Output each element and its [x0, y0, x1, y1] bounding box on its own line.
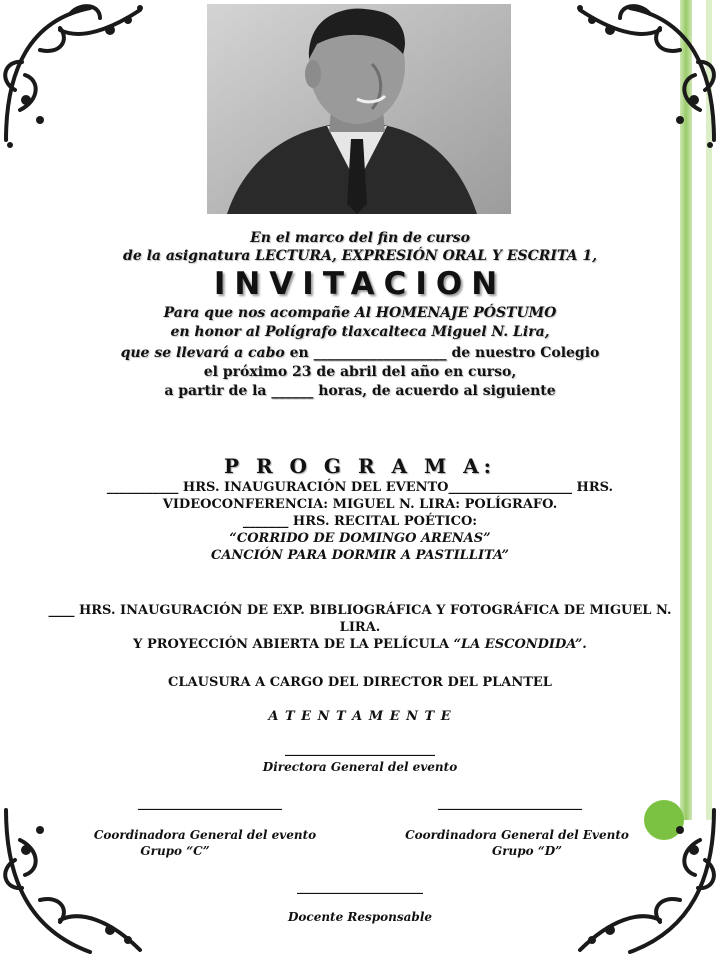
body-line-3-italic: que se llevará a cabo	[120, 345, 290, 361]
program-item-film-prefix: Y PROYECCIÓN ABIERTA DE LA PELÍCULA	[133, 637, 454, 652]
floral-ornament-top-left-icon	[0, 0, 150, 150]
program-item-videoconference: VIDEOCONFERENCIA: MIGUEL N. LIRA: POLÍGRAFO.	[162, 497, 558, 512]
attentive-label: A T E N T A M E N T E	[268, 709, 452, 724]
right-coordinator-signature-line: ________________________	[438, 796, 582, 810]
intro-line-1: En el marco del fin de curso	[250, 230, 470, 246]
left-coordinator-signature-line: ________________________	[138, 796, 282, 810]
left-coordinator-role: Coordinadora General del evento	[93, 828, 317, 842]
program-closing: CLAUSURA A CARGO DEL DIRECTOR DEL PLANTEL	[168, 675, 552, 690]
floral-ornament-top-right-icon	[570, 0, 720, 150]
body-line-2: en honor al Polígrafo tlaxcalteca Miguel N. Lira,	[170, 324, 550, 340]
right-coordinator-group: Grupo “D”	[491, 844, 563, 858]
program-item-exhibition: ____ HRS. INAUGURACIÓN DE EXP. BIBLIOGRÁFICA Y FOTOGRÁFICA DE MIGUEL N.	[48, 603, 672, 618]
program-item-film	[0, 637, 720, 652]
portrait-photo	[207, 4, 511, 214]
program-item-corrido: “CORRIDO DE DOMINGO ARENAS”	[229, 531, 491, 546]
right-coordinator-role: Coordinadora General del Evento	[405, 828, 629, 842]
director-label: Directora General del evento	[262, 760, 458, 774]
body-line-3-rest: en ___________________ de nuestro Colegio	[289, 345, 600, 361]
intro-line-2: de la asignatura LECTURA, EXPRESIÓN ORAL Y ESCRITA 1,	[123, 248, 597, 264]
teacher-label: Docente Responsable	[287, 910, 433, 924]
program-item-exhibition-cont: LIRA.	[339, 620, 381, 635]
body-line-4: el próximo 23 de abril del año en curso,	[203, 364, 517, 380]
program-item-recital: _______ HRS. RECITAL POÉTICO:	[242, 514, 478, 529]
body-line-3	[0, 345, 720, 361]
left-coordinator-group: Grupo “C”	[140, 844, 210, 858]
body-line-1: Para que nos acompañe Al HOMENAJE PÓSTUMO	[163, 305, 557, 321]
teacher-signature-line: _____________________	[297, 880, 423, 894]
body-line-5: a partir de la ______ horas, de acuerdo al siguiente	[164, 383, 556, 399]
program-item-film-title: “LA ESCONDIDA”.	[453, 637, 587, 652]
program-item-cancion: CANCIÓN PARA DORMIR A PASTILLITA”	[210, 548, 510, 563]
director-signature-line: _________________________	[285, 742, 435, 756]
program-heading: P R O G R A M A:	[223, 454, 497, 478]
program-item-inauguration: ___________ HRS. INAUGURACIÓN DEL EVENTO___________________ HRS.	[106, 480, 614, 495]
invitation-title: INVITACION	[213, 266, 507, 302]
